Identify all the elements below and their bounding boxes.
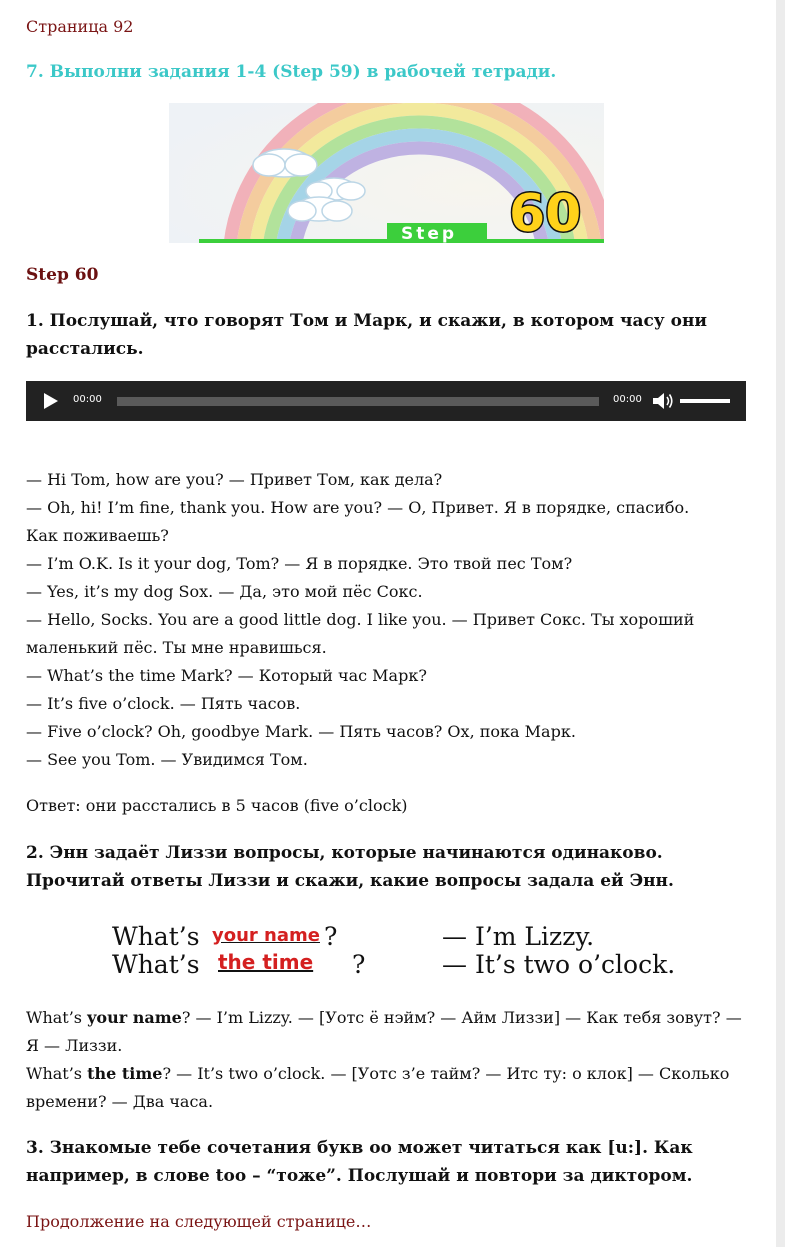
dialogue-line: — Oh, hi! I’m fine, thank you. How are you? — О, Привет. Я в порядке, спасибо. Как поживаешь? bbox=[26, 498, 690, 545]
audio-player bbox=[26, 381, 746, 421]
dialogue-line: — What’s the time Mark? — Который час Марк? bbox=[26, 666, 427, 685]
duration: 00:00 bbox=[613, 394, 642, 405]
volume-slider[interactable] bbox=[680, 399, 730, 403]
banner-step-number: 60 bbox=[509, 184, 582, 243]
current-time: 00:00 bbox=[73, 394, 102, 405]
page-label: Страница 92 bbox=[26, 17, 134, 36]
answer-fill: your name bbox=[212, 925, 320, 946]
explanation bbox=[26, 1004, 746, 1116]
explanation-paragraph: What’s your name? — I’m Lizzy. — [Уотс ё нэйм? — Айм Лиззи] — Как тебя зовут? — Я — Лиззи. bbox=[26, 1008, 742, 1055]
dialogue-line: — Five o’clock? Oh, goodbye Mark. — Пять часов? Ох, пока Марк. bbox=[26, 722, 576, 741]
answer-fill: the time bbox=[218, 950, 314, 974]
volume-icon[interactable] bbox=[653, 393, 675, 409]
question-answer-image: What’s your name ? — I’m Lizzy. What’s the time ? — It’s two o’clock. bbox=[112, 922, 676, 979]
continue-link[interactable]: Продолжение на следующей странице… bbox=[26, 1212, 372, 1231]
dialogue-line: — Hi Tom, how are you? — Привет Том, как дела? bbox=[26, 470, 443, 489]
question-3: 3. Знакомые тебе сочетания букв оо может читаться как [u:]. Как например, в слове too – “тоже”. Послушай и повтори за диктором. bbox=[26, 1138, 693, 1186]
step-heading: Step 60 bbox=[26, 265, 99, 285]
scrollbar-track[interactable] bbox=[776, 0, 785, 1247]
play-icon[interactable] bbox=[44, 393, 58, 409]
seek-bar[interactable] bbox=[117, 397, 599, 406]
dialogue-line: — Hello, Socks. You are a good little dog. I like you. — Привет Сокс. Ты хороший маленький пёс. Ты мне нравишься. bbox=[26, 610, 695, 657]
step-60-banner bbox=[169, 103, 604, 243]
task-7-heading: 7. Выполни задания 1-4 (Step 59) в рабочей тетради. bbox=[26, 62, 557, 82]
dialogue-line: — I’m O.K. Is it your dog, Tom? — Я в порядке. Это твой пес Том? bbox=[26, 554, 573, 573]
explanation-paragraph: What’s the time? — It’s two o’clock. — [Уотс з’е тайм? — Итс ту: о клок] — Сколько времени? — Два часа. bbox=[26, 1064, 730, 1111]
question-1: 1. Послушай, что говорят Том и Марк, и скажи, в котором часу они расстались. bbox=[26, 311, 707, 359]
answer: Ответ: они расстались в 5 часов (five o’clock) bbox=[26, 796, 408, 815]
dialogue-line: — It’s five o’clock. — Пять часов. bbox=[26, 694, 301, 713]
dialogue bbox=[26, 466, 726, 774]
question-2: 2. Энн задаёт Лиззи вопросы, которые начинаются одинаково. Прочитай ответы Лиззи и скажи, какие вопросы задала ей Энн. bbox=[26, 843, 674, 891]
banner-step-word: Step bbox=[401, 224, 458, 243]
dialogue-line: — See you Tom. — Увидимся Том. bbox=[26, 750, 308, 769]
dialogue-line: — Yes, it’s my dog Sox. — Да, это мой пёс Сокс. bbox=[26, 582, 423, 601]
